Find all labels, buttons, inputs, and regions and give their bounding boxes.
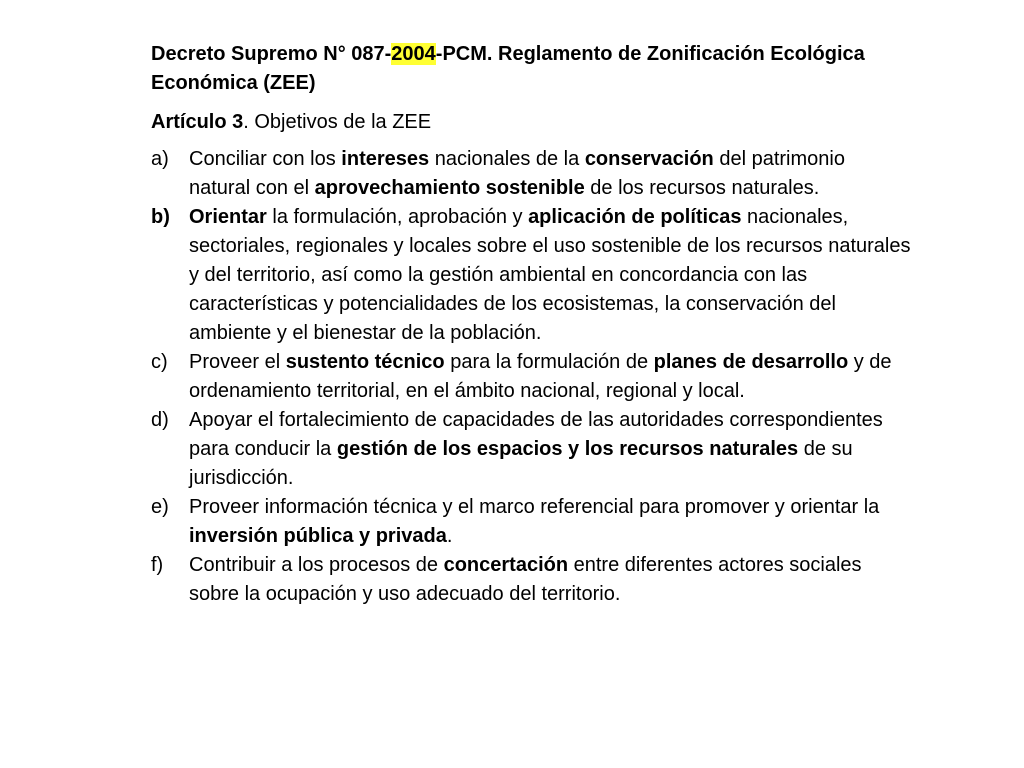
objective-text: de su jurisdicción. bbox=[189, 438, 853, 489]
objective-marker: a) bbox=[151, 148, 169, 170]
objective-item bbox=[151, 203, 911, 348]
objective-marker: d) bbox=[151, 409, 169, 431]
objective-text: Proveer el bbox=[189, 351, 286, 373]
objective-marker: e) bbox=[151, 496, 169, 518]
objective-text: del patrimonio natural con el bbox=[189, 148, 845, 199]
objective-item bbox=[151, 551, 911, 609]
objective-text: Conciliar con los bbox=[189, 148, 342, 170]
objective-marker: c) bbox=[151, 351, 168, 373]
objective-text: Apoyar el fortalecimiento de capacidades de las autoridades correspondientes para conducir la bbox=[189, 409, 883, 460]
objective-text: entre diferentes actores sociales sobre la ocupación y uso adecuado del territorio. bbox=[189, 554, 862, 605]
objective-marker: b) bbox=[151, 206, 170, 228]
objective-text: y de ordenamiento territorial, en el ámbito nacional, regional y local. bbox=[189, 351, 892, 402]
title-prefix: Decreto Supremo N° 087- bbox=[151, 43, 392, 65]
title-highlighted-year: 2004 bbox=[391, 43, 436, 65]
objective-text: nacionales de la bbox=[429, 148, 585, 170]
objective-item bbox=[151, 493, 911, 551]
objective-item bbox=[151, 145, 911, 203]
objective-text: de los recursos naturales. bbox=[584, 177, 820, 199]
slide-content bbox=[151, 40, 911, 609]
objective-emphasis: planes de desarrollo bbox=[653, 351, 849, 373]
objective-text: Proveer información técnica y el marco referencial para promover y orientar la bbox=[189, 496, 880, 518]
objective-text: Contribuir a los procesos de bbox=[189, 554, 444, 576]
objective-item bbox=[151, 406, 911, 493]
article-number: Artículo 3 bbox=[151, 111, 244, 133]
document-title bbox=[151, 40, 911, 98]
objective-emphasis: aprovechamiento sostenible bbox=[314, 177, 585, 199]
objective-text: la formulación, aprobación y bbox=[266, 206, 529, 228]
objective-emphasis: Orientar bbox=[189, 206, 267, 228]
article-heading bbox=[151, 108, 911, 137]
objective-emphasis: intereses bbox=[341, 148, 430, 170]
objective-text: nacionales, sectoriales, regionales y locales sobre el uso sostenible de los recursos naturales y del territorio, así como la gestión ambiental en concordancia con las características y potencialidades de los ecosistemas, la conservación del ambiente y el bienestar de la población. bbox=[189, 206, 911, 344]
objectives-list bbox=[151, 145, 911, 609]
article-title: . Objetivos de la ZEE bbox=[243, 111, 432, 133]
objective-text: . bbox=[446, 525, 453, 547]
title-suffix: -PCM. Reglamento de Zonificación Ecológica Económica (ZEE) bbox=[151, 43, 865, 94]
objective-text: para la formulación de bbox=[444, 351, 654, 373]
objective-marker: f) bbox=[151, 554, 164, 576]
objective-emphasis: aplicación de políticas bbox=[528, 206, 742, 228]
objective-emphasis: gestión de los espacios y los recursos naturales bbox=[336, 438, 799, 460]
objective-emphasis: conservación bbox=[584, 148, 714, 170]
objective-emphasis: inversión pública y privada bbox=[189, 525, 447, 547]
objective-item bbox=[151, 348, 911, 406]
objective-emphasis: sustento técnico bbox=[285, 351, 445, 373]
objective-emphasis: concertación bbox=[443, 554, 569, 576]
